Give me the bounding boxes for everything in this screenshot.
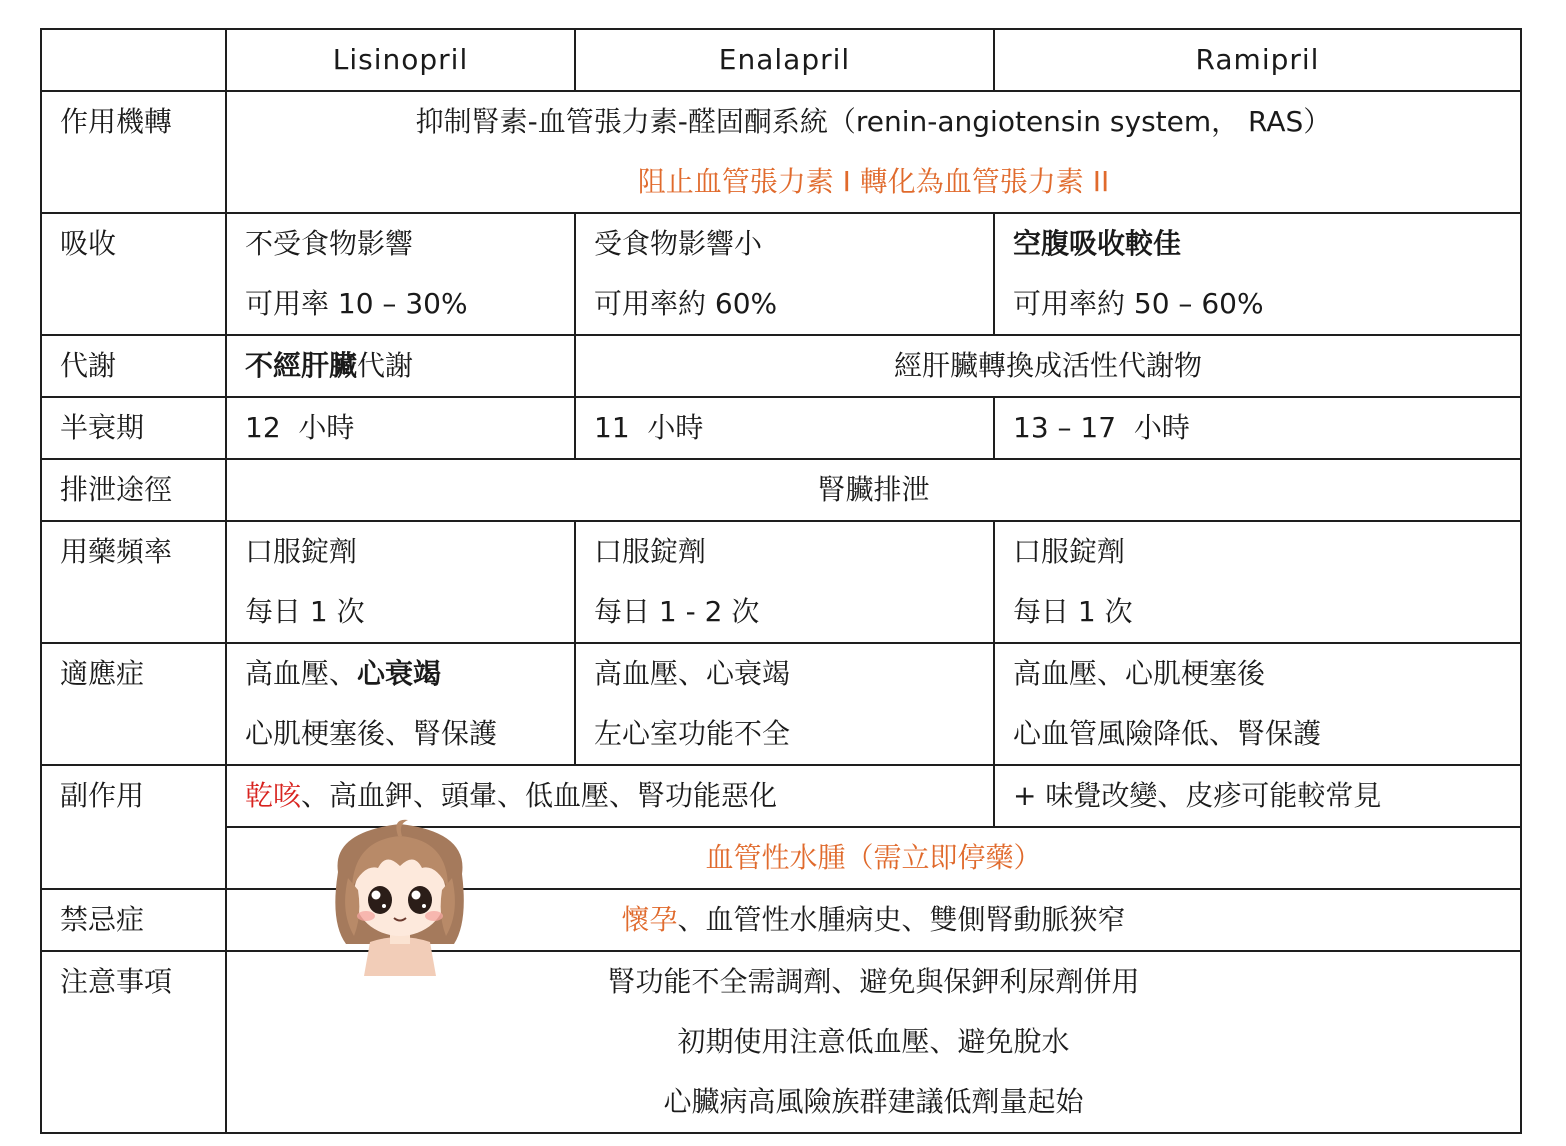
excretion-cell: 腎臟排泄 xyxy=(226,459,1521,521)
metabolism-lisinopril-bold: 不經肝臟 xyxy=(245,349,358,382)
dosing-enalapril-line1: 口服錠劑 xyxy=(594,535,707,568)
absorption-label: 吸收 xyxy=(41,213,226,335)
absorption-lisinopril xyxy=(226,213,575,335)
dosing-lisinopril-line2: 每日 1 次 xyxy=(245,595,365,628)
girl-mascot-illustration xyxy=(318,812,482,976)
header-row xyxy=(41,29,1521,91)
indications-lisinopril-l1-a: 高血壓、 xyxy=(245,657,358,690)
side-effects-label: 副作用 xyxy=(41,765,226,889)
precautions-cell xyxy=(226,951,1521,1133)
metabolism-lisinopril xyxy=(226,335,575,397)
absorption-enalapril-line1: 受食物影響小 xyxy=(594,227,763,260)
excretion-label: 排泄途徑 xyxy=(41,459,226,521)
contraindications-row xyxy=(41,889,1521,951)
header-empty-cell xyxy=(41,29,226,91)
dosing-lisinopril xyxy=(226,521,575,643)
contraindications-pregnancy: 懷孕 xyxy=(621,903,678,936)
indications-ramipril xyxy=(994,643,1521,765)
absorption-lisinopril-line1: 不受食物影響 xyxy=(245,227,414,260)
mechanism-cell xyxy=(226,91,1521,213)
dosing-ramipril-line2: 每日 1 次 xyxy=(1013,595,1133,628)
absorption-ramipril-line2: 可用率約 50 – 60% xyxy=(1013,287,1264,320)
dosing-lisinopril-line1: 口服錠劑 xyxy=(245,535,358,568)
ace-inhibitor-comparison-table xyxy=(40,28,1522,1134)
indications-ramipril-line2: 心血管風險降低、腎保護 xyxy=(1013,717,1322,750)
side-effects-row xyxy=(41,765,1521,827)
side-effects-angioedema: 血管性水腫（需立即停藥） xyxy=(226,827,1521,889)
mechanism-line2: 阻止血管張力素 I 轉化為血管張力素 II xyxy=(637,165,1110,198)
half-life-enalapril: 11 小時 xyxy=(575,397,994,459)
dosing-row xyxy=(41,521,1521,643)
indications-enalapril-line2: 左心室功能不全 xyxy=(594,717,791,750)
half-life-lisinopril: 12 小時 xyxy=(226,397,575,459)
dosing-ramipril-line1: 口服錠劑 xyxy=(1013,535,1126,568)
indications-row xyxy=(41,643,1521,765)
indications-lisinopril-l1-b: 心衰竭 xyxy=(357,657,442,690)
absorption-ramipril-line1: 空腹吸收較佳 xyxy=(1013,227,1182,260)
precautions-line3: 心臟病高風險族群建議低劑量起始 xyxy=(663,1085,1084,1118)
side-effects-ramipril: + 味覺改變、皮疹可能較常見 xyxy=(994,765,1521,827)
metabolism-enalapril-ramipril: 經肝臟轉換成活性代謝物 xyxy=(575,335,1521,397)
side-effects-dry-cough: 乾咳 xyxy=(245,779,302,812)
excretion-row xyxy=(41,459,1521,521)
indications-label: 適應症 xyxy=(41,643,226,765)
dosing-ramipril xyxy=(994,521,1521,643)
side-effects-common-rest: 、高血鉀、頭暈、低血壓、腎功能惡化 xyxy=(301,779,778,812)
absorption-enalapril-line2: 可用率約 60% xyxy=(594,287,778,320)
absorption-enalapril xyxy=(575,213,994,335)
header-ramipril: Ramipril xyxy=(994,29,1521,91)
half-life-label: 半衰期 xyxy=(41,397,226,459)
half-life-row xyxy=(41,397,1521,459)
side-effects-row-2 xyxy=(41,827,1521,889)
header-lisinopril: Lisinopril xyxy=(226,29,575,91)
indications-ramipril-line1: 高血壓、心肌梗塞後 xyxy=(1013,657,1266,690)
contraindications-label: 禁忌症 xyxy=(41,889,226,951)
dosing-label: 用藥頻率 xyxy=(41,521,226,643)
absorption-lisinopril-line2: 可用率 10 – 30% xyxy=(245,287,468,320)
indications-lisinopril-line1 xyxy=(245,644,556,704)
dosing-enalapril-line2: 每日 1 - 2 次 xyxy=(594,595,760,628)
mechanism-row xyxy=(41,91,1521,213)
header-enalapril: Enalapril xyxy=(575,29,994,91)
metabolism-label: 代謝 xyxy=(41,335,226,397)
mechanism-label: 作用機轉 xyxy=(41,91,226,213)
indications-lisinopril xyxy=(226,643,575,765)
indications-lisinopril-line2: 心肌梗塞後、腎保護 xyxy=(245,717,498,750)
half-life-ramipril: 13 – 17 小時 xyxy=(994,397,1521,459)
contraindications-rest: 、血管性水腫病史、雙側腎動脈狹窄 xyxy=(677,903,1126,936)
absorption-ramipril xyxy=(994,213,1521,335)
precautions-row xyxy=(41,951,1521,1133)
indications-enalapril-line1: 高血壓、心衰竭 xyxy=(594,657,791,690)
metabolism-row xyxy=(41,335,1521,397)
indications-enalapril xyxy=(575,643,994,765)
metabolism-lisinopril-rest: 代謝 xyxy=(357,349,414,382)
absorption-row xyxy=(41,213,1521,335)
precautions-label: 注意事項 xyxy=(41,951,226,1133)
dosing-enalapril xyxy=(575,521,994,643)
precautions-line2: 初期使用注意低血壓、避免脫水 xyxy=(677,1025,1070,1058)
mechanism-line1: 抑制腎素-血管張力素-醛固酮系統（renin-angiotensin system， RAS） xyxy=(415,105,1332,138)
precautions-line1: 腎功能不全需調劑、避免與保鉀利尿劑併用 xyxy=(607,965,1140,998)
